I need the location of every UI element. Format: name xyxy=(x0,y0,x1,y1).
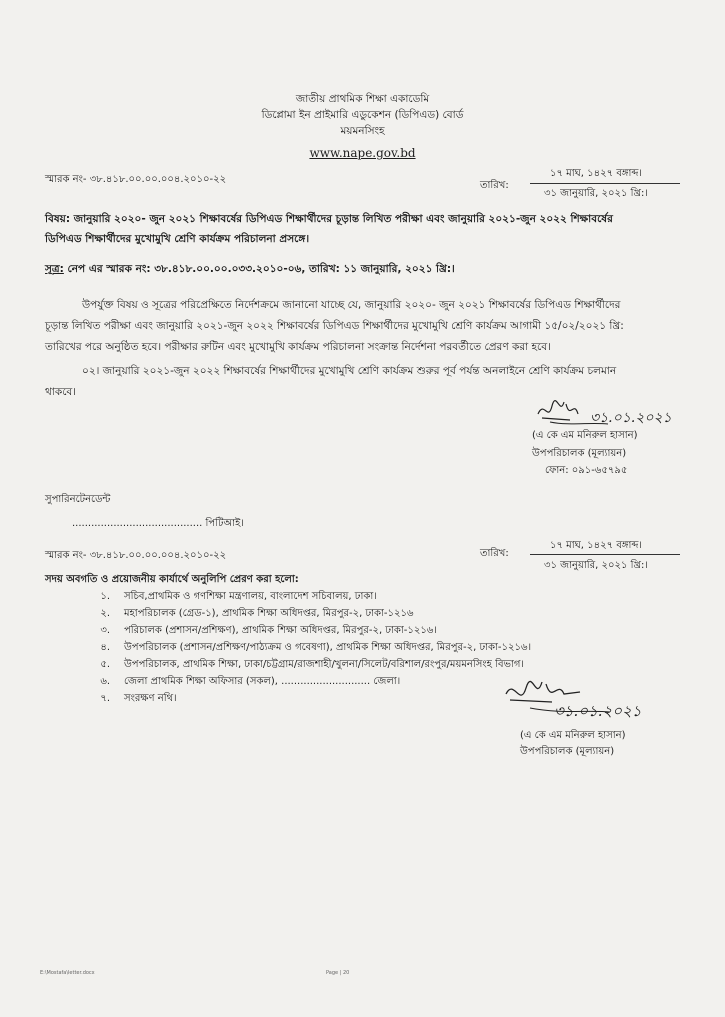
date-bangla-2: ১৭ মাঘ, ১৪২৭ বঙ্গাব্দ। xyxy=(550,540,643,551)
list-item-number: ৫. xyxy=(100,659,110,670)
signature-1 xyxy=(530,392,700,432)
org-name: জাতীয় প্রাথমিক শিক্ষা একাডেমি xyxy=(295,93,430,105)
para2-line1: ০২। জানুয়ারি ২০২১-জুন ২০২২ শিক্ষাবর্ষের শিক্ষার্থীদের মুখোমুখি শ্রেণি কার্যক্রম শুরুর পূর্ব পর্যন্ত অনলাইনে শ্রেণি কার্যক্রম চলমান xyxy=(82,365,617,377)
recipient-pti-line xyxy=(72,516,244,533)
para2-line2: থাকবে। xyxy=(45,386,77,398)
reference-label: সূত্র: xyxy=(45,263,64,275)
list-item-text: পরিচালক (প্রশাসন/প্রশিক্ষণ), প্রাথমিক শিক্ষা অধিদপ্তর, মিরপুর-২, ঢাকা-১২১৬। xyxy=(124,625,437,636)
list-item-text: মহাপরিচালক (গ্রেড-১), প্রাথমিক শিক্ষা অধিদপ্তর, মিরপুর-২, ঢাকা-১২১৬ xyxy=(124,608,414,619)
subject-line-1 xyxy=(45,212,613,229)
signature-2 xyxy=(500,674,700,724)
recipient-pti: পিটিআই। xyxy=(205,518,244,529)
list-item-text: সংরক্ষণ নথি। xyxy=(124,693,177,704)
date-divider-2 xyxy=(530,554,680,555)
date-label-2: তারিখ: xyxy=(480,548,509,559)
list-item-text: সচিব,প্রাথমিক ও গণশিক্ষা মন্ত্রণালয়, বাংলাদেশ সচিবালয়, ঢাকা। xyxy=(124,591,377,602)
date-block-2 xyxy=(530,538,690,574)
signatory-name-2: (এ কে এম মনিরুল হাসান) xyxy=(520,730,626,741)
footer-file-path: E:\Mostafa\letter.docx xyxy=(40,970,95,976)
list-item-text: উপপরিচালক, প্রাথমিক শিক্ষা, ঢাকা/চট্টগ্রাম/রাজশাহী/খুলনা/সিলেট/বরিশাল/রংপুর/ময়মনসিংহ বিভাগ। xyxy=(124,659,524,670)
recipient-title: সুপারিনটেনডেন্ট xyxy=(45,494,111,505)
footer-page-number: Page | 20 xyxy=(326,970,350,976)
memo-ref-number: স্মারক নং- ৩৮.৪১৮.০০.০০.০০৪.২০১০-২২ xyxy=(45,174,227,185)
subject-text-1: জানুয়ারি ২০২০- জুন ২০২১ শিক্ষাবর্ষের ডিপিএড শিক্ষার্থীদের চূড়ান্ত লিখিত পরীক্ষা এবং জানুয়ারি ২০২১-জুন ২০২২ শিক্ষাবর্ষের xyxy=(73,213,613,225)
date-bangla: ১৭ মাঘ, ১৪২৭ বঙ্গাব্দ। xyxy=(550,168,643,179)
para1-line3: তারিখের পরে অনুষ্ঠিত হবে। পরীক্ষার রুটিন এবং মুখোমুখি কার্যক্রম পরিচালনা সংক্রান্ত নির্দেশনা পরবর্তীতে প্রেরণ করা হবে। xyxy=(45,341,551,353)
list-item-number: ৭. xyxy=(100,693,110,704)
reference-text: নেপ এর স্মারক নং: ৩৮.৪১৮.০০.০০.০৩৩.২০১০-০৬, তারিখ: ১১ জানুয়ারি, ২০২১ খ্রি:। xyxy=(67,263,455,275)
board-name: ডিপ্লোমা ইন প্রাইমারি এডুকেশন (ডিপিএড) বোর্ড xyxy=(261,109,464,121)
para1-line2: চূড়ান্ত লিখিত পরীক্ষা এবং জানুয়ারি ২০২১-জুন ২০২২ শিক্ষাবর্ষের ডিপিএড শিক্ষার্থীদের মুখোমুখি শ্রেণি কার্যক্রম আগামী ১৫/০২/২০২১ খ্রি: xyxy=(45,320,624,332)
date-english: ৩১ জানুয়ারি, ২০২১ খ্রি:। xyxy=(544,188,648,199)
copies-heading: সদয় অবগতি ও প্রয়োজনীয় কার্যার্থে অনুলিপি প্রেরণ করা হলো: xyxy=(45,574,299,585)
location: ময়মনসিংহ xyxy=(340,125,385,137)
para1-line1: উপর্যুক্ত বিষয় ও সূত্রের পরিপ্রেক্ষিতে নির্দেশক্রমে জানানো যাচ্ছে যে, জানুয়ারি ২০২০- জুন ২০২১ শিক্ষাবর্ষের ডিপিএড শিক্ষার্থীদের xyxy=(82,299,621,311)
list-item xyxy=(90,691,177,708)
list-item-text: উপপরিচালক (প্রশাসন/প্রশিক্ষণ/পাঠ্যক্রম ও গবেষণা), প্রাথমিক শিক্ষা অধিদপ্তর, মিরপুর-২, ঢাকা-১২১৬। xyxy=(124,642,532,653)
subject-label: বিষয়: xyxy=(45,213,71,225)
signatory-name-1: (এ কে এম মনিরুল হাসান) xyxy=(532,430,638,441)
reference-line xyxy=(45,262,455,279)
signatory-designation-1: উপপরিচালক (মূল্যায়ন) xyxy=(532,448,627,459)
website-link[interactable]: www.nape.gov.bd xyxy=(309,146,416,160)
signatory-designation-2: উপপরিচালক (মূল্যায়ন) xyxy=(520,746,615,757)
list-item xyxy=(90,623,437,640)
date-english-2: ৩১ জানুয়ারি, ২০২১ খ্রি:। xyxy=(544,560,648,571)
list-item xyxy=(90,657,524,674)
signatory-phone: ফোন: ০৯১-৬৫৭৯৫ xyxy=(545,465,628,476)
list-item xyxy=(90,674,400,691)
date-block xyxy=(530,166,690,202)
list-item xyxy=(90,640,531,657)
list-item-number: ২. xyxy=(100,608,110,619)
memo-ref-number-2: স্মারক নং- ৩৮.৪১৮.০০.০০.০০৪.২০১০-২২ xyxy=(45,550,227,561)
list-item-number: ৪. xyxy=(100,642,110,653)
date-label: তারিখ: xyxy=(480,180,509,191)
list-item-number: ৩. xyxy=(100,625,110,636)
list-item-text: জেলা প্রাথমিক শিক্ষা অফিসার (সকল), ............................ জেলা। xyxy=(124,676,401,687)
list-item xyxy=(90,606,414,623)
date-divider xyxy=(530,183,680,184)
recipient-dots: ......................................... xyxy=(72,518,203,529)
handwritten-date-2: ৩১.০১.২০২১ xyxy=(554,702,642,720)
list-item xyxy=(90,589,377,606)
list-item-number: ১. xyxy=(100,591,110,602)
subject-line-2: ডিপিএড শিক্ষার্থীদের মুখোমুখি শ্রেণি কার্যক্রম পরিচালনা প্রসঙ্গে। xyxy=(45,233,310,245)
handwritten-date-1: ৩১.০১.২০২১ xyxy=(590,410,672,426)
list-item-number: ৬. xyxy=(100,676,110,687)
